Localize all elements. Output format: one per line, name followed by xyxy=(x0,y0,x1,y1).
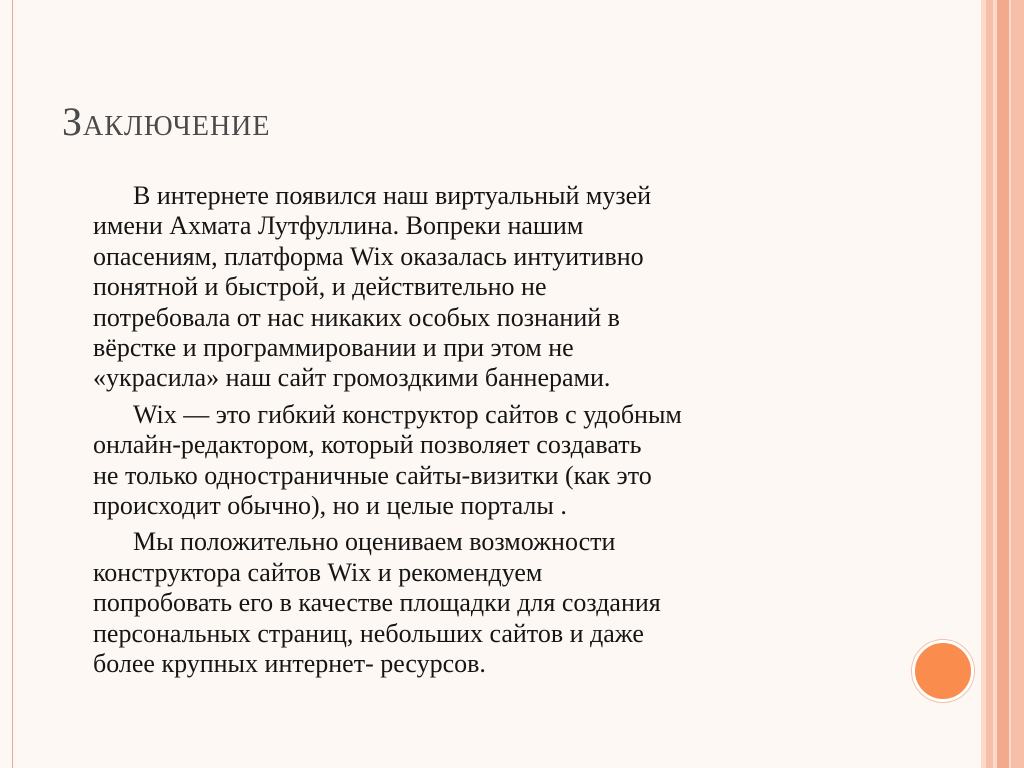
slide-body xyxy=(93,181,893,686)
right-stripe-2 xyxy=(986,0,993,768)
left-frame-line xyxy=(12,0,13,768)
right-stripe-6 xyxy=(1011,0,1024,768)
paragraph-recommendation: Мы положительно оцениваем возможности конструктора сайтов Wix и рекомендуем попробовать его в качестве площадки для создания персональных страниц, небольших сайтов и даже более крупных интернет- ресурсов. xyxy=(93,527,661,679)
paragraph-wix-description: Wix — это гибкий конструктор сайтов с удобным онлайн-редактором, который позволяет создавать не только одностраничные сайты-визитки (как это происходит обычно), но и целые порталы . xyxy=(93,399,682,521)
slide-title: Заключение xyxy=(62,99,271,144)
right-stripe-4 xyxy=(997,0,1009,768)
orange-circle-icon xyxy=(912,640,974,702)
paragraph-museum: В интернете появился наш виртуальный музей имени Ахмата Лутфуллина. Вопреки нашим опасениям, платформа Wix оказалась интуитивно понятной и быстрой, и действительно не потребовала от нас никаких особых познаний в вёрстке и программировании и при этом не «украсила» наш сайт громоздкими баннерами. xyxy=(93,181,652,393)
